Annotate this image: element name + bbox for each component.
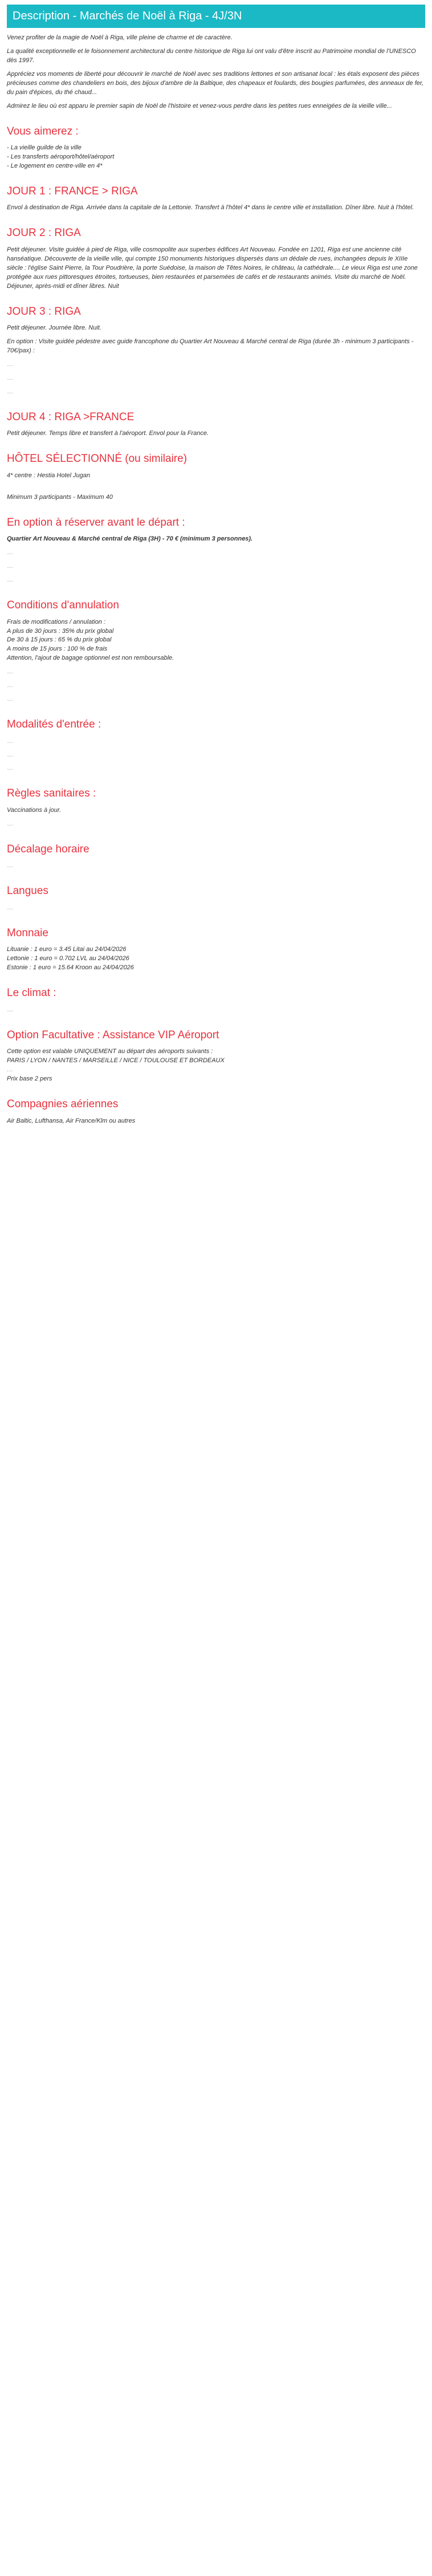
sanitaires-heading: Règles sanitaires : bbox=[7, 787, 96, 800]
day1-text: Envol à destination de Riga. Arrivée dans la capitale de la Lettonie. Transfert à l'hôtel 4* dans le centre ville et installation. Dîner libre. Nuit à l'hôtel. bbox=[7, 204, 414, 212]
intro-paragraph: Admirez le lieu où est apparu le premier sapin de Noël de l'histoire et venez-vous perdre dans les petites rues enneigées de la vieille ville... bbox=[7, 102, 392, 109]
compagnies-text: Air Baltic, Lufthansa, Air France/Klm ou autres bbox=[7, 1117, 136, 1124]
day3-option: En option : Visite guidée pédestre avec guide francophone du Quartier Art Nouveau & Marché central de Riga (durée 3h - minimum 3 participants - 70€/pax) : bbox=[7, 338, 414, 355]
conditions-elided: … bbox=[7, 696, 13, 703]
option-lead: Quartier Art Nouveau & Marché central de Riga (3H) - 70 € (minimum 3 personnes). bbox=[7, 535, 253, 543]
modalites-elided: … bbox=[7, 765, 13, 772]
decalage-heading: Décalage horaire bbox=[7, 843, 89, 855]
modalites-elided: … bbox=[7, 751, 13, 758]
aims-heading: Vous aimerez : bbox=[7, 125, 79, 137]
day3-heading: JOUR 3 : RIGA bbox=[7, 305, 81, 318]
day2-heading: JOUR 2 : RIGA bbox=[7, 227, 81, 239]
intro bbox=[7, 34, 425, 111]
intro-paragraph: Appréciez vos moments de liberté pour découvrir le marché de Noël avec ses traditions lettones et son artisanat local : les étals exposent des pièces précieuses comme des chandeliers en bois, des bijoux d'ambre de la Baltique, des chapeaux et foulards, des bougies parfumées, des anneaux de fer, du pain d'épices, du thé chaud... bbox=[7, 70, 423, 96]
day3-elided: … bbox=[7, 388, 13, 395]
option-elided: … bbox=[7, 563, 13, 570]
vip-heading: Option Facultative : Assistance VIP Aéroport bbox=[7, 1029, 219, 1041]
day4-text: Petit déjeuner. Temps libre et transfert à l'aéroport. Envol pour la France. bbox=[7, 430, 209, 437]
climat-text: … bbox=[7, 1006, 13, 1013]
monnaie-line: Lettonie : 1 euro = 0.702 LVL au 24/04/2026 bbox=[7, 955, 129, 962]
langues-heading: Langues bbox=[7, 885, 48, 897]
vip-line: Cette option est valable UNIQUEMENT au départ des aéroports suivants : bbox=[7, 1048, 213, 1055]
monnaie-line: Estonie : 1 euro = 15.64 Kroon au 24/04/2026 bbox=[7, 964, 134, 972]
vip-list bbox=[7, 1047, 425, 1084]
langues-text: … bbox=[7, 904, 13, 911]
sanitaires-elided: … bbox=[7, 820, 13, 827]
compagnies-heading: Compagnies aériennes bbox=[7, 1098, 119, 1110]
hotel-text: 4* centre : Hestia Hotel Jugan bbox=[7, 472, 91, 479]
modalites-elided: … bbox=[7, 737, 13, 745]
option-elided: … bbox=[7, 576, 13, 584]
conditions-elided: … bbox=[7, 668, 13, 676]
option-heading: En option à réserver avant le départ : bbox=[7, 516, 185, 529]
aims-item: - La vieille guilde de la ville bbox=[7, 144, 81, 152]
monnaie-line: Lituanie : 1 euro = 3.45 Litai au 24/04/2026 bbox=[7, 946, 127, 953]
monnaie-list bbox=[7, 945, 425, 973]
monnaie-heading: Monnaie bbox=[7, 927, 48, 939]
page bbox=[0, 5, 432, 1126]
intro-paragraph: La qualité exceptionnelle et le foisonnement architectural du centre historique de Riga lui ont valu d'être inscrit au Patrimoine mondial de l'UNESCO dès 1997. bbox=[7, 47, 416, 64]
modalites-heading: Modalités d'entrée : bbox=[7, 718, 101, 731]
vip-elided: … bbox=[7, 1066, 13, 1074]
day2-text: Petit déjeuner. Visite guidée à pied de Riga, ville cosmopolite aux superbes édifices Art Nouveau. Fondée en 1201, Riga est une ancienne cité hanséatique. Découverte de la vieille ville, qui compte 150 monuments historiques dispersés dans un dédale de rues, inchangées depuis le XIIIe siècle : l'église Saint Pierre, la Tour Poudrière, la porte Suédoise, la maison de Têtes Noires, le château, la cathédrale.... Le vieux Riga est une zone protégée aux rues pittoresques étroites, tortueuses, bien restaurées et parsemées de cafés et de restaurants animés. Visite du marché de Noël. Déjeuner, après-midi et dîner libres. Nuit bbox=[7, 246, 418, 290]
conditions-line: A plus de 30 jours : 35% du prix global bbox=[7, 627, 114, 635]
option-elided: … bbox=[7, 549, 13, 556]
conditions-elided: … bbox=[7, 682, 13, 689]
aims-item: - Les transferts aéroport/hôtel/aéroport bbox=[7, 153, 115, 161]
day4-heading: JOUR 4 : RIGA >FRANCE bbox=[7, 411, 135, 423]
sanitaires-line: Vaccinations à jour. bbox=[7, 806, 62, 814]
climat-heading: Le climat : bbox=[7, 987, 56, 999]
day1-heading: JOUR 1 : FRANCE > RIGA bbox=[7, 185, 138, 197]
intro-paragraph: Venez profiter de la magie de Noël à Riga, ville pleine de charme et de caractère. bbox=[7, 34, 233, 41]
participants: Minimum 3 participants - Maximum 40 bbox=[7, 493, 113, 501]
vip-line: PARIS / LYON / NANTES / MARSEILLE / NICE / TOULOUSE ET BORDEAUX bbox=[7, 1057, 225, 1064]
aims-list bbox=[7, 144, 425, 171]
conditions-line: Frais de modifications / annulation : bbox=[7, 618, 106, 625]
aims-item: - Le logement en centre-ville en 4* bbox=[7, 162, 103, 169]
hotel-heading: HÔTEL SÉLECTIONNÉ (ou similaire) bbox=[7, 453, 188, 465]
day3-elided: … bbox=[7, 374, 13, 381]
conditions-line: Attention, l'ajout de bagage optionnel est non remboursable. bbox=[7, 655, 174, 662]
vip-line: Prix base 2 pers bbox=[7, 1075, 52, 1083]
conditions-list bbox=[7, 618, 425, 664]
conditions-heading: Conditions d'annulation bbox=[7, 599, 119, 612]
page-title: Description - Marchés de Noël à Riga - 4J/3N bbox=[7, 5, 425, 28]
day3-text: Petit déjeuner. Journée libre. Nuit. bbox=[7, 324, 101, 332]
conditions-line: A moins de 15 jours : 100 % de frais bbox=[7, 645, 108, 653]
conditions-line: De 30 à 15 jours : 65 % du prix global bbox=[7, 636, 112, 644]
day3-elided: … bbox=[7, 361, 13, 368]
decalage-text: … bbox=[7, 862, 13, 869]
